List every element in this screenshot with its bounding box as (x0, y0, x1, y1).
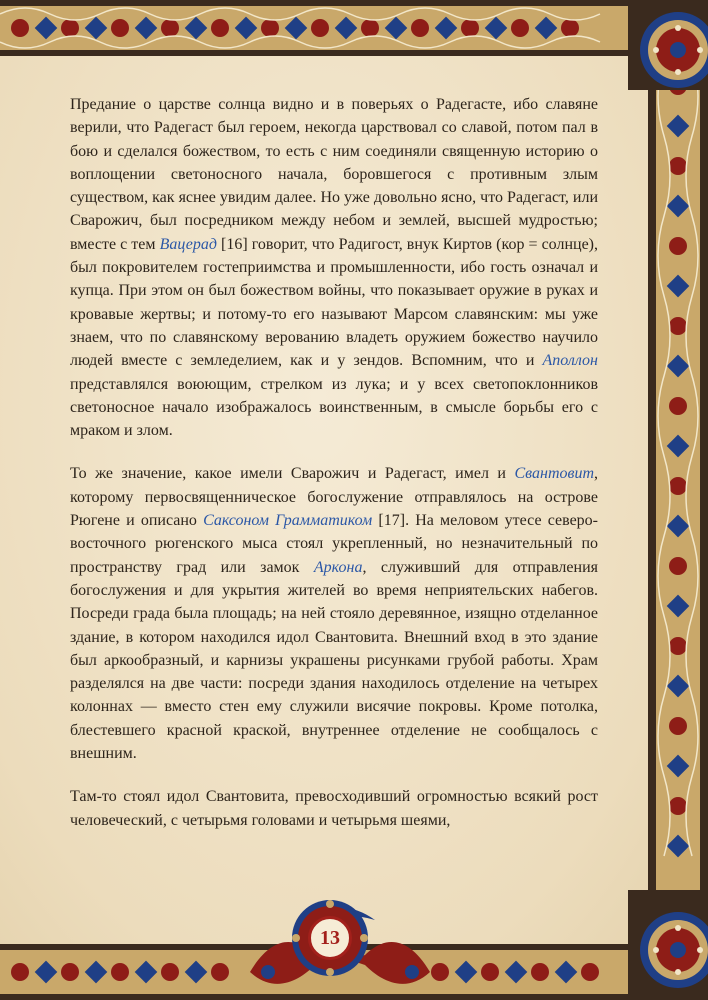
paragraph-text: То же значение, какое имели Сварожич и Радегаст, имел и (70, 465, 515, 483)
paragraph-text: [16] говорит, что Радигост, внук Киртов (кор = солнце), был покровителем гостеприимства и промышленности, ибо гость означал и купца. При этом он был божеством войны, что показывает оружие в руках и кровавые жертвы; и потому-то его называют Марсом славянским: мы уже знаем, что по славянскому верованию владеть оружием божество научило людей вместе с земледелием, как и у зендов. Вспомним, что и (70, 235, 599, 370)
paragraph (70, 785, 598, 832)
page-number-medallion (290, 898, 370, 978)
term-link[interactable]: Саксоном Грамматиком (203, 512, 373, 530)
paragraph-text: [17]. На меловом утесе северо-восточного рюгенского мыса стоял укрепленный, но незначительный по пространству град или замок (70, 512, 599, 576)
paragraph (70, 93, 598, 442)
paragraph-text: Там-то стоял идол Свантовита, превосходивший огромностью всякий рост человеческий, с четырьмя головами и четырьмя шеями, (70, 788, 598, 829)
corner-rosette-icon (588, 0, 708, 130)
corner-rosette-bottom-icon (588, 850, 708, 1000)
page-number: 13 (308, 916, 352, 960)
paragraph-text: Предание о царстве солнца видно и в поверьях о Радегасте, ибо славяне верили, что Радегаст был героем, некогда царствовал со славой, потом пал в бою и сделался божеством, то есть с ним соединяли священную историю о воплощении светоносного начала, боровшегося с противным злым существом, как яснее увидим далее. Но уже довольно ясно, что Радегаст, или Сварожич, был посредником между небом и землей, высшей мудростью; вместе с тем (70, 96, 598, 253)
body-text (70, 93, 598, 852)
ornament-border-right-icon (648, 56, 708, 896)
paragraph (70, 462, 598, 765)
term-link[interactable]: Вацерад (159, 235, 217, 253)
term-link[interactable]: Аполлон (542, 352, 598, 370)
term-link[interactable]: Аркона (313, 558, 363, 576)
term-link[interactable]: Свантовит (514, 465, 594, 483)
paragraph-text: представлялся воюющим, стрелком из лука; и у всех светопоклонников светоносное начало изображалось воинственным, в смысле борьбы его с мраком и злом. (70, 375, 598, 440)
paragraph-text: , служивший для отправления богослужения и для укрытия жителей во время неприятельских набегов. Посреди града была площадь; на ней стояло деревянное, изящно отделанное здание, в котором находился идол Свантовита. Внешний вход в это здание был аркообразный, и карнизы украшены рисунками грубой работы. Храм разделялся на две части: посреди здания находилось отделение на четырех колоннах — вместо стен ему служили висячие покровы. Кроме потолка, блестевшего красной краской, внутреннее отделение не сообщалось с внешним. (70, 558, 598, 763)
paragraph-text: , которому первосвященническое богослужение отправлялось на острове Рюгене и описано (70, 465, 598, 530)
